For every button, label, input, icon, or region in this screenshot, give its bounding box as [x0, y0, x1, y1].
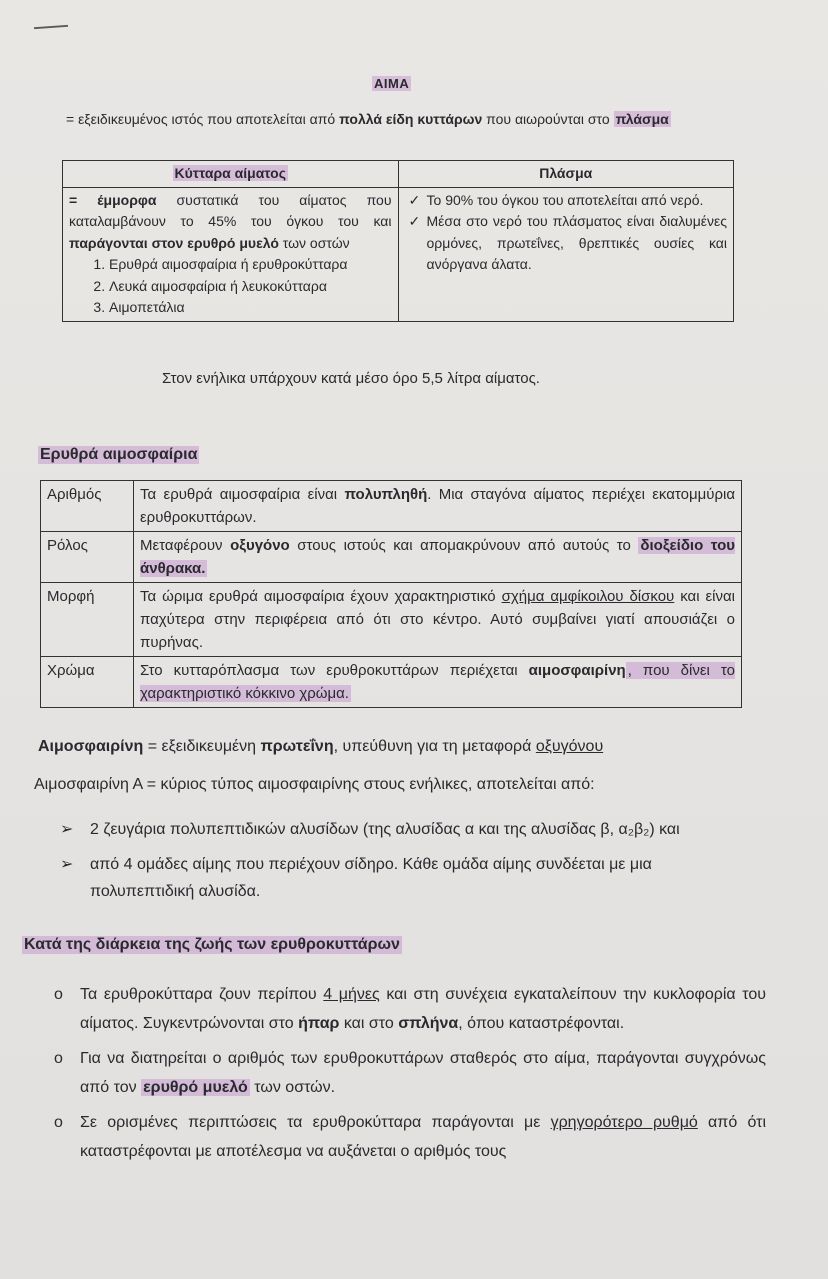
row-value: Τα ώριμα ερυθρά αιμοσφαίρια έχουν χαρακτηριστικό σχήμα αμφίκοιλου δίσκου και είναι παχύτερα στην περιφέρεια από ότι στο κέντρο. Αυτό συμβαίνει γιατί απουσιάζει ο πυρήνας. [134, 583, 742, 657]
intro-bold-plasma: πλάσμα [615, 111, 669, 127]
intro-bold-cells: πολλά είδη κυττάρων [339, 111, 483, 127]
lifespan-section-title: Κατά της διάρκεια της ζωής των ερυθροκυττάρων [24, 936, 400, 953]
list-item: o Τα ερυθροκύτταρα ζουν περίπου 4 μήνες και στη συνέχεια εγκαταλείπουν την κυκλοφορία του αίματος. Συγκεντρώνονται στο ήπαρ και στο σπλήνα, όπου καταστρέφονται. [50, 980, 766, 1038]
table-row [41, 657, 742, 708]
list-item: 1. Ερυθρά αιμοσφαίρια ή ερυθροκύτταρα [109, 254, 392, 276]
intro-text-2: που αιωρούνται στο [482, 111, 614, 127]
intro-text-1: = εξειδικευμένος ιστός που αποτελείται από [66, 111, 340, 127]
table-row [41, 583, 742, 657]
page-title: ΑΙΜΑ [374, 76, 410, 91]
plasma-description [398, 187, 734, 321]
row-key: Αριθμός [41, 481, 134, 532]
row-key: Χρώμα [41, 657, 134, 708]
hemoglobin-definition: Αιμοσφαιρίνη = εξειδικευμένη πρωτεΐνη, υπεύθυνη για τη μεταφορά οξυγόνου [38, 738, 604, 755]
list-item: ➢ από 4 ομάδες αίμης που περιέχουν σίδηρο. Κάθε ομάδα αίμης συνδέεται με μια πολυπεπτιδική αλυσίδα. [60, 851, 760, 905]
pen-mark [34, 25, 68, 29]
cells-description [63, 187, 399, 321]
row-key: Μορφή [41, 583, 134, 657]
row-key: Ρόλος [41, 532, 134, 583]
cells-list [69, 254, 392, 319]
cells-header: Κύτταρα αίματος [63, 161, 399, 188]
average-volume-note: Στον ενήλικα υπάρχουν κατά μέσο όρο 5,5 λίτρα αίματος. [162, 370, 540, 387]
plasma-header: Πλάσμα [398, 161, 734, 188]
cells-desc-end: των οστών [278, 234, 350, 251]
cells-desc-bold: = έμμορφα [69, 191, 157, 208]
hemoglobin-a-definition: Αιμοσφαιρίνη Α = κύριος τύπος αιμοσφαιρίνης στους ενήλικες, αποτελείται από: [34, 776, 595, 793]
cells-desc-text: συστατικά του αίματος που καταλαμβάνουν το 45% του όγκου του και [69, 191, 392, 229]
row-value: Στο κυτταρόπλασμα των ερυθροκυττάρων περιέχεται αιμοσφαιρίνη , που δίνει το χαρακτηριστικό κόκκινο χρώμα. [134, 657, 742, 708]
rbc-section-title: Ερυθρά αιμοσφαίρια [40, 446, 198, 463]
intro-paragraph [66, 108, 746, 130]
list-item: ➢ 2 ζευγάρια πολυπεπτιδικών αλυσίδων (της αλυσίδας α και της αλυσίδας β, α₂β₂) και [60, 816, 760, 843]
list-item: 2. Λευκά αιμοσφαίρια ή λευκοκύτταρα [109, 276, 392, 298]
row-value: Μεταφέρουν οξυγόνο στους ιστούς και απομακρύνουν από αυτούς το διοξείδιο του άνθρακα. [134, 532, 742, 583]
table-row [41, 532, 742, 583]
list-item: ✓ Μέσα στο νερό του πλάσματος είναι διαλυμένες ορμόνες, πρωτεΐνες, θρεπτικές ουσίες και ανόργανα άλατα. [427, 211, 728, 276]
list-item: o Σε ορισμένες περιπτώσεις τα ερυθροκύτταρα παράγονται με γρηγορότερο ρυθμό από ότι καταστρέφονται με αποτέλεσμα να αυξάνεται ο αριθμός τους [50, 1108, 766, 1166]
blood-components-table [62, 160, 734, 322]
lifespan-list [50, 980, 766, 1172]
row-value: Τα ερυθρά αιμοσφαίρια είναι πολυπληθή. Μια σταγόνα αίματος περιέχει εκατομμύρια ερυθροκυττάρων. [134, 481, 742, 532]
hemoglobin-composition-list [60, 816, 760, 913]
table-row [41, 481, 742, 532]
list-item: 3. Αιμοπετάλια [109, 297, 392, 319]
list-item: ✓ Το 90% του όγκου του αποτελείται από νερό. [427, 190, 728, 212]
cells-desc-bold-marrow: παράγονται στον ερυθρό μυελό [69, 234, 279, 251]
rbc-table [40, 480, 742, 708]
list-item: o Για να διατηρείται ο αριθμός των ερυθροκυττάρων σταθερός στο αίμα, παράγονται συγχρόνως από τον ερυθρό μυελό των οστών. [50, 1044, 766, 1102]
plasma-list [405, 190, 728, 276]
